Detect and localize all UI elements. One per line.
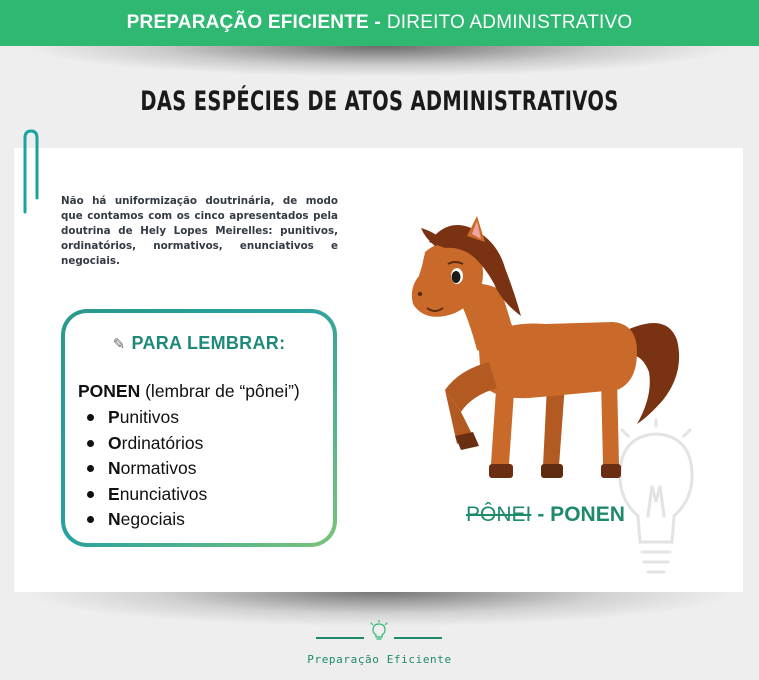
pencil-icon: ✎ bbox=[112, 336, 126, 353]
item-initial: O bbox=[108, 432, 122, 453]
horse-illustration bbox=[405, 212, 687, 488]
bullet-icon bbox=[87, 516, 94, 523]
item-initial: E bbox=[108, 483, 120, 504]
mnemonic-note: (lembrar de “pônei”) bbox=[145, 381, 300, 401]
footer-divider-right bbox=[394, 637, 442, 639]
bullet-icon bbox=[87, 414, 94, 421]
remember-box-inner bbox=[65, 313, 333, 543]
remember-title-text: PARA LEMBRAR: bbox=[131, 333, 286, 353]
item-rest: egociais bbox=[120, 509, 185, 530]
item-rest: rdinatórios bbox=[121, 432, 204, 453]
list-item bbox=[87, 456, 207, 482]
list-item bbox=[87, 482, 207, 508]
bullet-icon bbox=[87, 440, 94, 447]
page-title: DAS ESPÉCIES DE ATOS ADMINISTRATIVOS bbox=[140, 86, 619, 117]
horse-caption bbox=[466, 503, 625, 527]
top-banner bbox=[0, 0, 759, 46]
intro-paragraph: Não há uniformização doutrinária, de modo que contamos com os cinco apresentados pela doutrina de Hely Lopes Meirelles: punitivos, ordinatórios, normativos, enunciativos e negociais. bbox=[61, 195, 338, 267]
mnemonic-list bbox=[87, 405, 207, 533]
paperclip-icon bbox=[21, 128, 41, 216]
mnemonic-word: PONEN bbox=[78, 381, 141, 401]
list-item bbox=[87, 507, 207, 533]
list-item bbox=[87, 431, 207, 457]
item-rest: ormativos bbox=[120, 458, 197, 479]
banner-bold: PREPARAÇÃO EFICIENTE - bbox=[126, 12, 381, 33]
caption-struck: PÔNEI bbox=[466, 503, 532, 526]
item-rest: unitivos bbox=[119, 407, 180, 428]
item-rest: nunciativos bbox=[119, 483, 208, 504]
caption-rest: - PONEN bbox=[537, 503, 625, 526]
mnemonic-line bbox=[78, 381, 300, 402]
footer-divider-left bbox=[316, 637, 364, 639]
remember-title bbox=[65, 333, 333, 354]
footer-text: Preparação Eficiente bbox=[307, 653, 452, 666]
banner-subject: DIREITO ADMINISTRATIVO bbox=[386, 12, 633, 33]
bullet-icon bbox=[87, 465, 94, 472]
item-initial: N bbox=[108, 509, 121, 530]
lightbulb-icon bbox=[369, 620, 389, 642]
item-initial: N bbox=[108, 458, 121, 479]
list-item bbox=[87, 405, 207, 431]
remember-box bbox=[61, 309, 337, 547]
bullet-icon bbox=[87, 491, 94, 498]
banner-shadow bbox=[30, 46, 729, 76]
item-initial: P bbox=[108, 407, 120, 428]
